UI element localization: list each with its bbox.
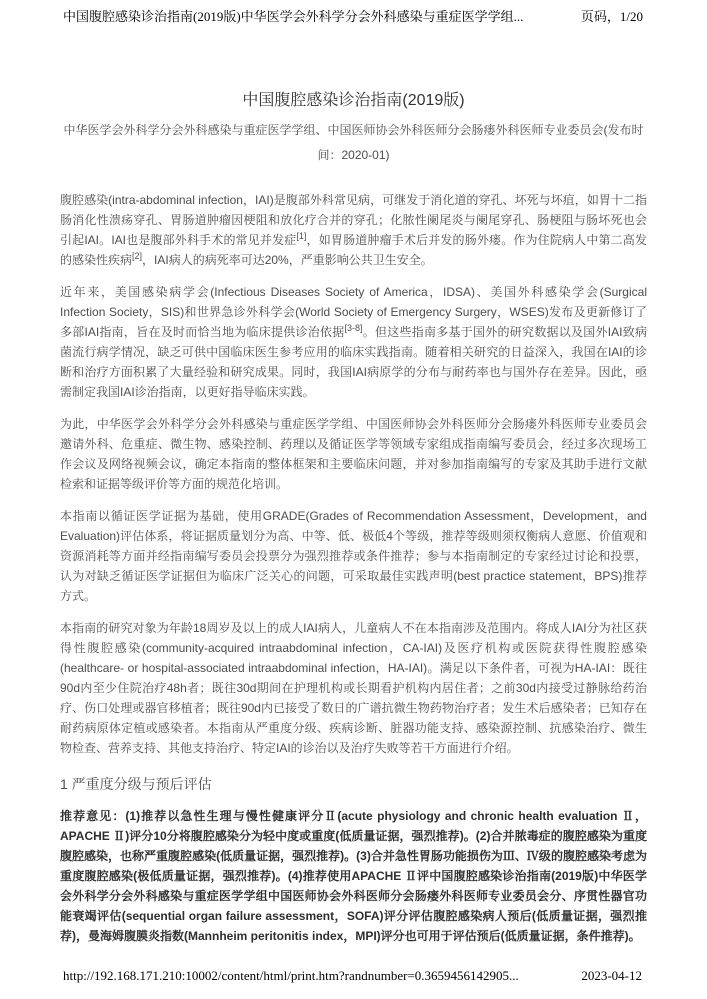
document-content — [60, 90, 647, 946]
paragraph-text: 本指南以循证医学证据为基础，使用GRADE(Grades of Recommendation Assessment，Development，and Evaluation)评估体系，将证据质量划分为高、中等、低、极低4个等级，推荐等级则须权衡病人意愿、价值观和资源消耗等方面并经指南编写委员会投票分为强烈推荐或条件推荐；参与本指南制定的专家经过讨论和投票，认为对缺乏循证医学证据但为临床广泛关心的问题，可采取最佳实践声明(best practice statement，BPS)推荐方式。 — [60, 509, 647, 603]
paragraph-text: 。但这些指南多基于国外的研究数据以及国外IAI致病菌流行病学情况，缺乏可供中国临床医生参考应用的临床实践指南。随着相关研究的日益深入，我国在IAI的诊断和治疗方面积累了大量经验和研究成果。同时，我国IAI病原学的分布与耐药率也与国外存在差异。因此，亟需制定我国IAI诊治指南，以更好指导临床实践。 — [60, 325, 647, 399]
paragraph — [60, 282, 647, 402]
paragraph — [60, 190, 647, 270]
paragraph — [60, 414, 647, 494]
paragraph-text: 近年来，美国感染病学会(Infectious Diseases Society of America，IDSA)、美国外科感染学会(Surgical Infection Society，SIS)和世界急诊外科学会(World Society of Emergency Surgery，WSES)发布及更新修订了多部IAI指南，旨在及时而恰当地为临床提供诊治依据 — [60, 285, 647, 339]
paragraph-text: 腹腔感染(intra-abdominal infection，IAI)是腹部外科常见病，可继发于消化道的穿孔、坏死与坏疽，如胃十二指肠消化性溃疡穿孔、胃肠道肿瘤因梗阻和放化疗合并的穿孔；化脓性阑尾炎与阑尾穿孔、肠梗阻与肠坏死也会引起IAI。IAI也是腹部外科手术的常见并发症 — [60, 193, 647, 247]
reference-superscript: [3-8] — [344, 323, 363, 333]
recommendation-paragraph: 推荐意见：(1)推荐以急性生理与慢性健康评分Ⅱ(acute physiology and chronic health evaluation Ⅱ，APACHE Ⅱ)评分10分将腹腔感染分为轻中度或重度(低质量证据，强烈推荐)。(2)合并脓毒症的腹腔感染为重度腹腔感染，也称严重腹腔感染(低质量证据，强烈推荐)。(3)合并急性胃肠功能损伤为Ⅲ、Ⅳ级的腹腔感染考虑为重度腹腔感染(极低质量证据，强烈推荐)。(4)推荐使用APACHE Ⅱ评中国腹腔感染诊治指南(2019版)中华医学会外科学分会外科感染与重症医学学组中国医师协会外科医师分会肠瘘外科医师专业委员会分、序贯性器官功能衰竭评估(sequential organ failure assessment，SOFA)评分评估腹腔感染病人预后(低质量证据，强烈推荐)，曼海姆腹膜炎指数(Mannheim peritonitis index，MPI)评分也可用于评估预后(低质量证据，条件推荐)。 — [60, 809, 647, 943]
paragraph — [60, 618, 647, 758]
footer-date: 2023-04-12 — [581, 968, 642, 983]
header-document-title: 中国腹腔感染诊治指南(2019版)中华医学会外科学分会外科感染与重症医学学组... — [63, 9, 524, 24]
print-header — [63, 6, 643, 25]
paragraph — [60, 506, 647, 606]
paragraph-text: 本指南的研究对象为年龄18周岁及以上的成人IAI病人，儿童病人不在本指南涉及范围内。将成人IAI分为社区获得性腹腔感染(community-acquired intraabdominal infection，CA-IAI)及医疗机构或医院获得性腹腔感染(healthcare- or hospital-associated intraabdominal infection，HA-IAI)。满足以下条件者，可视为HA-IAI：既往90d内至少住院治疗48h者；既往30d期间在护理机构或长期看护机构内居住者；之前30d内接受过静脉给药治疗、伤口处理或器官移植者；既往90d内已接受了数日的广谱抗微生物药物治疗者；发生术后感染者；已知存在耐药病原体定植或感染者。本指南从严重度分级、疾病诊断、脏器功能支持、感染源控制、抗感染治疗、微生物检查、营养支持、其他支持治疗、特定IAI的诊治以及治疗失败等若干方面进行介绍。 — [60, 621, 647, 755]
reference-superscript: [1] — [296, 231, 307, 241]
header-page-number: 页码，1/20 — [580, 9, 643, 24]
paragraph-text: 为此，中华医学会外科学分会外科感染与重症医学学组、中国医师协会外科医师分会肠瘘外科医师专业委员会邀请外科、危重症、微生物、感染控制、药理以及循证医学等领域专家组成指南编写委员会，经过多次现场工作会议及网络视频会议，确定本指南的整体框架和主要临床问题，并对参加指南编写的专家及其助手进行文献检索和证据等级评价等方面的规范化培训。 — [60, 417, 647, 491]
document-body — [60, 190, 647, 758]
paragraph-text: ，IAI病人的病死率可达20%，严重影响公共卫生安全。 — [142, 253, 433, 267]
print-footer — [63, 968, 642, 984]
footer-url: http://192.168.171.210:10002/content/html/print.htm?randnumber=0.3659456142905... — [63, 968, 519, 983]
paragraph-text: ，如胃肠道肿瘤手术后并发的肠外瘘。作为住院病人中第二高发的感染性疾病 — [60, 233, 647, 267]
document-subtitle: 中华医学会外科学分会外科感染与重症医学学组、中国医师协会外科医师分会肠瘘外科医师专业委员会(发布时间：2020-01) — [63, 123, 644, 162]
document-title: 中国腹腔感染诊治指南(2019版) — [242, 92, 465, 109]
section-heading: 1 严重度分级与预后评估 — [60, 776, 212, 792]
reference-superscript: [2] — [132, 251, 143, 261]
